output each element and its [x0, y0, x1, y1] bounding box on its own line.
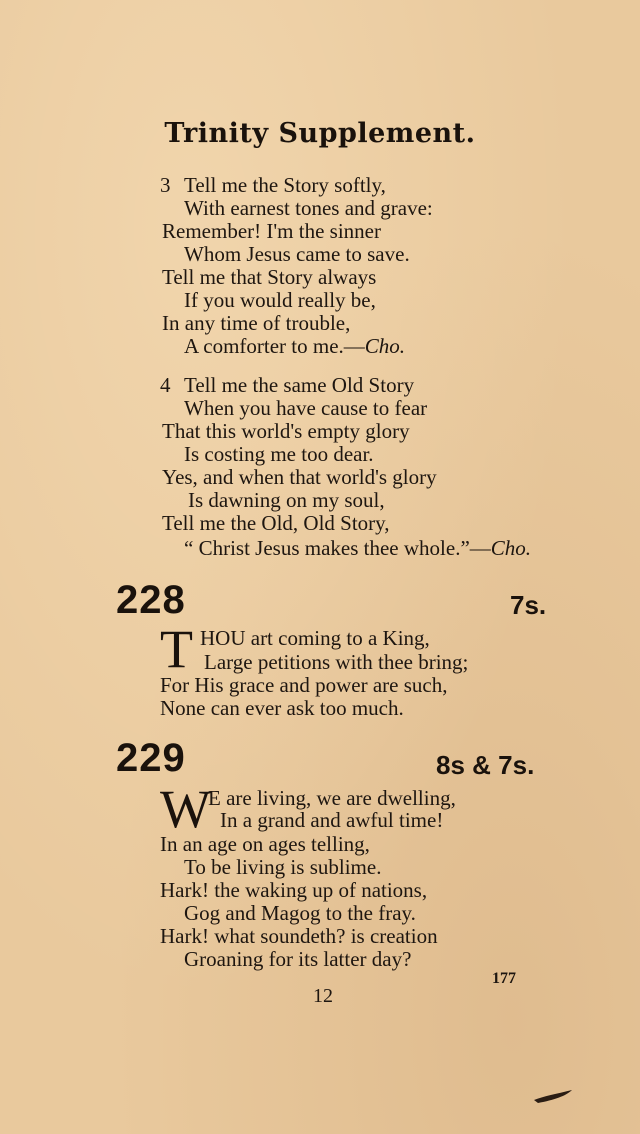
page-number: 177 — [492, 970, 516, 987]
verse-line-text: “ Christ Jesus makes thee whole.”— — [184, 536, 491, 560]
running-header: Trinity Supplement. — [164, 118, 476, 149]
verse-line: Remember! I'm the sinner — [162, 219, 381, 243]
chorus-cue: Cho. — [490, 536, 532, 560]
verse-line-text: A comforter to me.— — [184, 334, 365, 358]
verse-line: Tell me the same Old Story — [184, 373, 415, 397]
hymn-number: 228 — [116, 578, 186, 622]
verse-number: 3 — [160, 173, 171, 197]
hymn-line: Hark! what soundeth? is creation — [160, 924, 438, 948]
verse-line: Tell me the Story softly, — [184, 173, 386, 197]
verse-line: Yes, and when that world's glory — [162, 465, 437, 489]
hymn-line: HOU art coming to a King, — [200, 626, 430, 650]
drop-cap: T — [160, 619, 193, 679]
hymn-line: For His grace and power are such, — [160, 673, 448, 697]
verse-line — [184, 334, 405, 358]
verse-line: With earnest tones and grave: — [184, 196, 433, 220]
verse-line: Whom Jesus came to save. — [184, 242, 410, 266]
ink-smudge-icon — [532, 1086, 576, 1106]
verse-line: Is costing me too dear. — [184, 442, 374, 466]
verse-line: Tell me that Story always — [162, 265, 377, 289]
hymn-line: Large petitions with thee bring; — [204, 650, 469, 674]
verse-line: If you would really be, — [184, 288, 376, 312]
signature-mark: 12 — [313, 985, 333, 1007]
hymn-line: In a grand and awful time! — [220, 808, 444, 832]
verse-line: When you have cause to fear — [184, 396, 428, 420]
hymn-line: To be living is sublime. — [184, 855, 382, 879]
verse-line — [184, 536, 531, 560]
hymn-meter: 7s. — [510, 590, 547, 620]
hymn-line: Gog and Magog to the fray. — [184, 901, 416, 925]
verse-number: 4 — [160, 373, 171, 397]
hymn-line: Hark! the waking up of nations, — [160, 878, 428, 902]
verse-line: Is dawning on my soul, — [188, 488, 385, 512]
hymn-line: None can ever ask too much. — [160, 696, 404, 720]
drop-cap: W — [160, 779, 211, 839]
hymn-line: In an age on ages telling, — [160, 832, 370, 856]
verse-line: Tell me the Old, Old Story, — [162, 511, 390, 535]
chorus-cue: Cho. — [364, 334, 406, 358]
hymn-line: E are living, we are dwelling, — [208, 786, 456, 810]
hymn-number: 229 — [116, 736, 186, 780]
hymn-line: Groaning for its latter day? — [184, 947, 412, 971]
verse-line: That this world's empty glory — [162, 419, 410, 443]
hymn-meter: 8s & 7s. — [436, 750, 535, 780]
verse-line: In any time of trouble, — [162, 311, 351, 335]
